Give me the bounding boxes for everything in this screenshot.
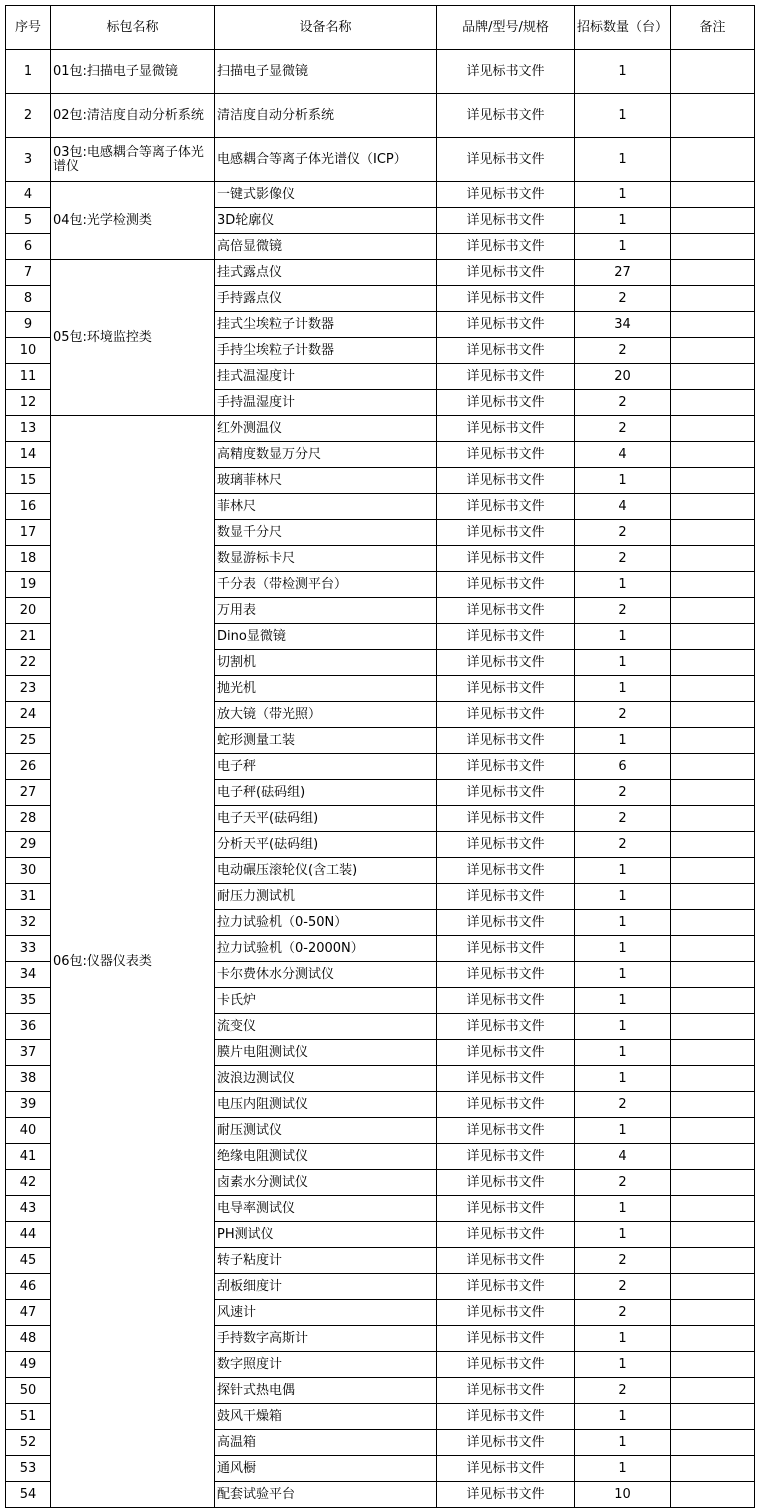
row-number: 12	[6, 390, 51, 416]
bid-quantity: 1	[575, 1222, 671, 1248]
device-name: 绝缘电阻测试仪	[215, 1144, 437, 1170]
brand-spec: 详见标书文件	[437, 676, 575, 702]
row-number: 54	[6, 1482, 51, 1508]
device-name: 数字照度计	[215, 1352, 437, 1378]
brand-spec: 详见标书文件	[437, 416, 575, 442]
bid-quantity: 1	[575, 182, 671, 208]
row-number: 42	[6, 1170, 51, 1196]
bid-quantity: 4	[575, 1144, 671, 1170]
note-cell	[671, 442, 755, 468]
brand-spec: 详见标书文件	[437, 546, 575, 572]
bid-quantity: 2	[575, 780, 671, 806]
table-row	[6, 182, 755, 208]
bid-quantity: 1	[575, 1352, 671, 1378]
device-name: 电子天平(砝码组)	[215, 806, 437, 832]
device-name: 玻璃菲林尺	[215, 468, 437, 494]
device-name: 扫描电子显微镜	[215, 50, 437, 94]
note-cell	[671, 260, 755, 286]
bid-quantity: 10	[575, 1482, 671, 1508]
bid-quantity: 1	[575, 234, 671, 260]
note-cell	[671, 338, 755, 364]
device-name: 红外测温仪	[215, 416, 437, 442]
row-number: 48	[6, 1326, 51, 1352]
note-cell	[671, 1326, 755, 1352]
row-number: 44	[6, 1222, 51, 1248]
device-name: PH测试仪	[215, 1222, 437, 1248]
device-name: 高温箱	[215, 1430, 437, 1456]
bid-quantity: 1	[575, 1326, 671, 1352]
bid-quantity: 2	[575, 1300, 671, 1326]
device-name: 数显游标卡尺	[215, 546, 437, 572]
note-cell	[671, 1248, 755, 1274]
row-number: 9	[6, 312, 51, 338]
device-name: 鼓风干燥箱	[215, 1404, 437, 1430]
device-name: 配套试验平台	[215, 1482, 437, 1508]
brand-spec: 详见标书文件	[437, 1352, 575, 1378]
row-number: 45	[6, 1248, 51, 1274]
device-name: 拉力试验机（0-2000N）	[215, 936, 437, 962]
brand-spec: 详见标书文件	[437, 234, 575, 260]
note-cell	[671, 1040, 755, 1066]
brand-spec: 详见标书文件	[437, 702, 575, 728]
note-cell	[671, 1404, 755, 1430]
device-name: 千分表（带检测平台）	[215, 572, 437, 598]
note-cell	[671, 494, 755, 520]
note-cell	[671, 208, 755, 234]
row-number: 1	[6, 50, 51, 94]
bid-quantity: 1	[575, 50, 671, 94]
bid-quantity: 2	[575, 416, 671, 442]
brand-spec: 详见标书文件	[437, 1378, 575, 1404]
brand-spec: 详见标书文件	[437, 936, 575, 962]
device-name: 电压内阻测试仪	[215, 1092, 437, 1118]
row-number: 4	[6, 182, 51, 208]
row-number: 10	[6, 338, 51, 364]
note-cell	[671, 1482, 755, 1508]
bid-quantity: 1	[575, 1404, 671, 1430]
device-name: 放大镜（带光照）	[215, 702, 437, 728]
note-cell	[671, 728, 755, 754]
brand-spec: 详见标书文件	[437, 1014, 575, 1040]
brand-spec: 详见标书文件	[437, 806, 575, 832]
device-name: 数显千分尺	[215, 520, 437, 546]
device-name: 流变仪	[215, 1014, 437, 1040]
brand-spec: 详见标书文件	[437, 50, 575, 94]
bid-quantity: 2	[575, 702, 671, 728]
brand-spec: 详见标书文件	[437, 338, 575, 364]
note-cell	[671, 650, 755, 676]
row-number: 32	[6, 910, 51, 936]
brand-spec: 详见标书文件	[437, 1144, 575, 1170]
row-number: 51	[6, 1404, 51, 1430]
bid-quantity: 1	[575, 936, 671, 962]
row-number: 28	[6, 806, 51, 832]
note-cell	[671, 676, 755, 702]
bid-quantity: 1	[575, 910, 671, 936]
row-number: 22	[6, 650, 51, 676]
row-number: 31	[6, 884, 51, 910]
note-cell	[671, 546, 755, 572]
header-no: 序号	[6, 6, 51, 50]
package-name: 06包:仪器仪表类	[51, 416, 215, 1508]
note-cell	[671, 598, 755, 624]
brand-spec: 详见标书文件	[437, 962, 575, 988]
note-cell	[671, 1378, 755, 1404]
brand-spec: 详见标书文件	[437, 1456, 575, 1482]
row-number: 41	[6, 1144, 51, 1170]
note-cell	[671, 858, 755, 884]
row-number: 53	[6, 1456, 51, 1482]
bid-quantity: 4	[575, 494, 671, 520]
bid-quantity: 2	[575, 390, 671, 416]
bid-quantity: 2	[575, 1092, 671, 1118]
bid-quantity: 2	[575, 1274, 671, 1300]
brand-spec: 详见标书文件	[437, 1300, 575, 1326]
device-name: 波浪边测试仪	[215, 1066, 437, 1092]
package-name: 05包:环境监控类	[51, 260, 215, 416]
bid-quantity: 1	[575, 1066, 671, 1092]
note-cell	[671, 1196, 755, 1222]
row-number: 14	[6, 442, 51, 468]
note-cell	[671, 468, 755, 494]
device-name: 刮板细度计	[215, 1274, 437, 1300]
row-number: 30	[6, 858, 51, 884]
note-cell	[671, 1144, 755, 1170]
brand-spec: 详见标书文件	[437, 1040, 575, 1066]
row-number: 6	[6, 234, 51, 260]
row-number: 43	[6, 1196, 51, 1222]
device-name: Dino显微镜	[215, 624, 437, 650]
note-cell	[671, 962, 755, 988]
note-cell	[671, 138, 755, 182]
brand-spec: 详见标书文件	[437, 1092, 575, 1118]
bid-quantity: 1	[575, 208, 671, 234]
device-name: 挂式温湿度计	[215, 364, 437, 390]
brand-spec: 详见标书文件	[437, 884, 575, 910]
bid-quantity: 1	[575, 1014, 671, 1040]
brand-spec: 详见标书文件	[437, 364, 575, 390]
bid-quantity: 2	[575, 832, 671, 858]
note-cell	[671, 312, 755, 338]
brand-spec: 详见标书文件	[437, 988, 575, 1014]
row-number: 25	[6, 728, 51, 754]
row-number: 50	[6, 1378, 51, 1404]
device-name: 3D轮廓仪	[215, 208, 437, 234]
row-number: 38	[6, 1066, 51, 1092]
row-number: 36	[6, 1014, 51, 1040]
brand-spec: 详见标书文件	[437, 520, 575, 546]
brand-spec: 详见标书文件	[437, 138, 575, 182]
brand-spec: 详见标书文件	[437, 832, 575, 858]
row-number: 7	[6, 260, 51, 286]
note-cell	[671, 390, 755, 416]
device-name: 高精度数显万分尺	[215, 442, 437, 468]
device-name: 高倍显微镜	[215, 234, 437, 260]
equipment-table	[5, 5, 755, 1508]
brand-spec: 详见标书文件	[437, 390, 575, 416]
note-cell	[671, 286, 755, 312]
brand-spec: 详见标书文件	[437, 780, 575, 806]
device-name: 挂式露点仪	[215, 260, 437, 286]
row-number: 21	[6, 624, 51, 650]
note-cell	[671, 94, 755, 138]
package-name: 01包:扫描电子显微镜	[51, 50, 215, 94]
brand-spec: 详见标书文件	[437, 94, 575, 138]
brand-spec: 详见标书文件	[437, 1222, 575, 1248]
device-name: 电导率测试仪	[215, 1196, 437, 1222]
table-body	[6, 50, 755, 1508]
row-number: 13	[6, 416, 51, 442]
row-number: 19	[6, 572, 51, 598]
header-device: 设备名称	[215, 6, 437, 50]
note-cell	[671, 884, 755, 910]
row-number: 20	[6, 598, 51, 624]
bid-quantity: 2	[575, 520, 671, 546]
brand-spec: 详见标书文件	[437, 728, 575, 754]
bid-quantity: 4	[575, 442, 671, 468]
note-cell	[671, 1170, 755, 1196]
note-cell	[671, 988, 755, 1014]
bid-quantity: 1	[575, 858, 671, 884]
row-number: 33	[6, 936, 51, 962]
package-name: 03包:电感耦合等离子体光谱仪	[51, 138, 215, 182]
bid-quantity: 1	[575, 728, 671, 754]
row-number: 39	[6, 1092, 51, 1118]
row-number: 5	[6, 208, 51, 234]
bid-quantity: 1	[575, 676, 671, 702]
note-cell	[671, 1118, 755, 1144]
row-number: 34	[6, 962, 51, 988]
bid-quantity: 1	[575, 884, 671, 910]
note-cell	[671, 832, 755, 858]
note-cell	[671, 1430, 755, 1456]
row-number: 47	[6, 1300, 51, 1326]
header-qty: 招标数量（台）	[575, 6, 671, 50]
bid-quantity: 1	[575, 138, 671, 182]
note-cell	[671, 416, 755, 442]
bid-quantity: 27	[575, 260, 671, 286]
brand-spec: 详见标书文件	[437, 1066, 575, 1092]
brand-spec: 详见标书文件	[437, 1196, 575, 1222]
row-number: 11	[6, 364, 51, 390]
bid-quantity: 2	[575, 546, 671, 572]
device-name: 手持露点仪	[215, 286, 437, 312]
table-header	[6, 6, 755, 50]
device-name: 电动碾压滚轮仪(含工装)	[215, 858, 437, 884]
row-number: 18	[6, 546, 51, 572]
device-name: 切割机	[215, 650, 437, 676]
device-name: 拉力试验机（0-50N）	[215, 910, 437, 936]
brand-spec: 详见标书文件	[437, 572, 575, 598]
bid-quantity: 2	[575, 598, 671, 624]
device-name: 清洁度自动分析系统	[215, 94, 437, 138]
bid-quantity: 1	[575, 1430, 671, 1456]
device-name: 手持数字高斯计	[215, 1326, 437, 1352]
note-cell	[671, 364, 755, 390]
note-cell	[671, 780, 755, 806]
package-name: 02包:清洁度自动分析系统	[51, 94, 215, 138]
row-number: 49	[6, 1352, 51, 1378]
bid-quantity: 1	[575, 650, 671, 676]
device-name: 风速计	[215, 1300, 437, 1326]
device-name: 电子秤	[215, 754, 437, 780]
brand-spec: 详见标书文件	[437, 598, 575, 624]
package-name: 04包:光学检测类	[51, 182, 215, 260]
note-cell	[671, 234, 755, 260]
brand-spec: 详见标书文件	[437, 182, 575, 208]
brand-spec: 详见标书文件	[437, 1274, 575, 1300]
note-cell	[671, 182, 755, 208]
bid-quantity: 1	[575, 1118, 671, 1144]
brand-spec: 详见标书文件	[437, 1118, 575, 1144]
device-name: 卡尔费休水分测试仪	[215, 962, 437, 988]
device-name: 电子秤(砝码组)	[215, 780, 437, 806]
bid-quantity: 1	[575, 94, 671, 138]
bid-quantity: 6	[575, 754, 671, 780]
bid-quantity: 1	[575, 988, 671, 1014]
bid-quantity: 1	[575, 1040, 671, 1066]
table-row	[6, 94, 755, 138]
header-brand: 品牌/型号/规格	[437, 6, 575, 50]
bid-quantity: 1	[575, 962, 671, 988]
brand-spec: 详见标书文件	[437, 208, 575, 234]
bid-quantity: 1	[575, 572, 671, 598]
bid-quantity: 20	[575, 364, 671, 390]
row-number: 16	[6, 494, 51, 520]
device-name: 探针式热电偶	[215, 1378, 437, 1404]
note-cell	[671, 1014, 755, 1040]
device-name: 卡氏炉	[215, 988, 437, 1014]
row-number: 23	[6, 676, 51, 702]
device-name: 蛇形测量工装	[215, 728, 437, 754]
device-name: 转子粘度计	[215, 1248, 437, 1274]
note-cell	[671, 806, 755, 832]
brand-spec: 详见标书文件	[437, 1430, 575, 1456]
device-name: 挂式尘埃粒子计数器	[215, 312, 437, 338]
table-row	[6, 416, 755, 442]
brand-spec: 详见标书文件	[437, 1248, 575, 1274]
brand-spec: 详见标书文件	[437, 624, 575, 650]
bid-quantity: 2	[575, 1378, 671, 1404]
row-number: 29	[6, 832, 51, 858]
note-cell	[671, 1222, 755, 1248]
brand-spec: 详见标书文件	[437, 1326, 575, 1352]
device-name: 通风橱	[215, 1456, 437, 1482]
bid-quantity: 2	[575, 1170, 671, 1196]
brand-spec: 详见标书文件	[437, 468, 575, 494]
row-number: 27	[6, 780, 51, 806]
device-name: 抛光机	[215, 676, 437, 702]
note-cell	[671, 624, 755, 650]
brand-spec: 详见标书文件	[437, 1170, 575, 1196]
note-cell	[671, 1092, 755, 1118]
note-cell	[671, 754, 755, 780]
note-cell	[671, 1274, 755, 1300]
row-number: 26	[6, 754, 51, 780]
bid-quantity: 2	[575, 338, 671, 364]
brand-spec: 详见标书文件	[437, 1404, 575, 1430]
row-number: 15	[6, 468, 51, 494]
bid-quantity: 1	[575, 468, 671, 494]
note-cell	[671, 520, 755, 546]
note-cell	[671, 1456, 755, 1482]
note-cell	[671, 910, 755, 936]
row-number: 17	[6, 520, 51, 546]
row-number: 46	[6, 1274, 51, 1300]
row-number: 35	[6, 988, 51, 1014]
brand-spec: 详见标书文件	[437, 442, 575, 468]
bid-quantity: 1	[575, 1456, 671, 1482]
bid-quantity: 34	[575, 312, 671, 338]
header-note: 备注	[671, 6, 755, 50]
device-name: 耐压力测试机	[215, 884, 437, 910]
brand-spec: 详见标书文件	[437, 650, 575, 676]
bid-quantity: 2	[575, 286, 671, 312]
device-name: 耐压测试仪	[215, 1118, 437, 1144]
note-cell	[671, 1066, 755, 1092]
device-name: 菲林尺	[215, 494, 437, 520]
note-cell	[671, 50, 755, 94]
brand-spec: 详见标书文件	[437, 312, 575, 338]
note-cell	[671, 936, 755, 962]
brand-spec: 详见标书文件	[437, 910, 575, 936]
brand-spec: 详见标书文件	[437, 1482, 575, 1508]
device-name: 一键式影像仪	[215, 182, 437, 208]
row-number: 24	[6, 702, 51, 728]
note-cell	[671, 1300, 755, 1326]
note-cell	[671, 1352, 755, 1378]
row-number: 37	[6, 1040, 51, 1066]
device-name: 手持温湿度计	[215, 390, 437, 416]
device-name: 卤素水分测试仪	[215, 1170, 437, 1196]
brand-spec: 详见标书文件	[437, 286, 575, 312]
bid-quantity: 1	[575, 1196, 671, 1222]
brand-spec: 详见标书文件	[437, 754, 575, 780]
device-name: 手持尘埃粒子计数器	[215, 338, 437, 364]
note-cell	[671, 702, 755, 728]
device-name: 膜片电阻测试仪	[215, 1040, 437, 1066]
note-cell	[671, 572, 755, 598]
device-name: 分析天平(砝码组)	[215, 832, 437, 858]
row-number: 8	[6, 286, 51, 312]
device-name: 万用表	[215, 598, 437, 624]
brand-spec: 详见标书文件	[437, 260, 575, 286]
brand-spec: 详见标书文件	[437, 858, 575, 884]
bid-quantity: 2	[575, 806, 671, 832]
bid-quantity: 1	[575, 624, 671, 650]
device-name: 电感耦合等离子体光谱仪（ICP）	[215, 138, 437, 182]
row-number: 2	[6, 94, 51, 138]
table-row	[6, 138, 755, 182]
row-number: 40	[6, 1118, 51, 1144]
table-row	[6, 50, 755, 94]
table-row	[6, 260, 755, 286]
bid-quantity: 2	[575, 1248, 671, 1274]
row-number: 3	[6, 138, 51, 182]
row-number: 52	[6, 1430, 51, 1456]
header-package: 标包名称	[51, 6, 215, 50]
brand-spec: 详见标书文件	[437, 494, 575, 520]
